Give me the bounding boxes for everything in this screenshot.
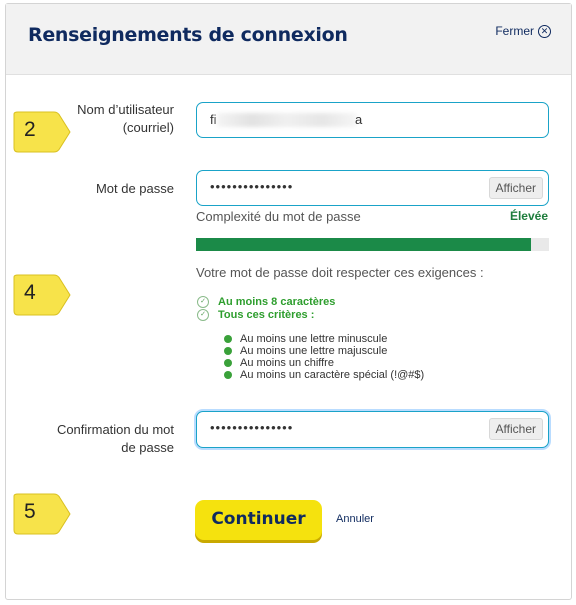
criteria-item [224, 369, 424, 381]
complexity-bar [196, 238, 549, 251]
check-item [197, 309, 314, 321]
callout-shape [10, 110, 72, 154]
check-item [197, 296, 335, 308]
close-icon: ✕ [538, 25, 551, 38]
complexity-label: Complexité du mot de passe [196, 209, 361, 224]
close-button[interactable] [495, 24, 551, 38]
username-label [60, 101, 174, 137]
check-label: Tous ces critères : [218, 309, 315, 321]
password-label: Mot de passe [95, 181, 174, 196]
confirm-label-line2: de passe [121, 440, 174, 455]
continue-button[interactable]: Continuer [195, 500, 322, 540]
confirm-password-label [30, 421, 174, 457]
username-value-start: fi [210, 112, 217, 127]
check-icon: ✓ [197, 296, 209, 308]
criteria-item [224, 345, 387, 357]
confirm-password-value: ••••••••••••••• [210, 420, 294, 435]
bullet-dot-icon [224, 359, 232, 367]
username-label-line1: Nom d’utilisateur [77, 102, 174, 117]
callout-shape [10, 492, 72, 536]
bullet-dot-icon [224, 371, 232, 379]
password-value: ••••••••••••••• [210, 179, 294, 194]
callout-bubble [10, 273, 72, 317]
cancel-link[interactable]: Annuler [336, 513, 374, 525]
callout-bubble [10, 492, 72, 536]
criteria-label: Au moins une lettre majuscule [240, 345, 388, 357]
callout-bubble [10, 110, 72, 154]
callout-shape [10, 273, 72, 317]
confirm-label-line1: Confirmation du mot [56, 422, 174, 437]
password-field[interactable] [196, 170, 549, 206]
bullet-dot-icon [224, 347, 232, 355]
callout-number: 5 [24, 500, 36, 523]
callout-number: 2 [24, 118, 36, 141]
criteria-label: Au moins un chiffre [240, 357, 334, 369]
callout-number: 4 [24, 281, 36, 304]
complexity-level: Élevée [509, 209, 548, 223]
criteria-item [224, 333, 387, 345]
criteria-item [224, 357, 334, 369]
check-label: Au moins 8 caractères [218, 296, 336, 308]
complexity-bar-fill [196, 238, 531, 251]
username-field[interactable] [196, 102, 549, 138]
confirm-password-field[interactable] [196, 411, 549, 448]
username-value-end: a [355, 112, 363, 127]
redacted-text [217, 113, 357, 127]
requirements-title: Votre mot de passe doit respecter ces exigences : [196, 265, 484, 280]
username-label-line2: (courriel) [122, 120, 174, 135]
bullet-dot-icon [224, 335, 232, 343]
show-password-button[interactable]: Afficher [489, 177, 543, 199]
close-label: Fermer [495, 24, 534, 38]
criteria-label: Au moins un caractère spécial (!@#$) [240, 369, 425, 381]
show-confirm-password-button[interactable]: Afficher [489, 418, 543, 440]
check-icon: ✓ [197, 309, 209, 321]
panel-header [6, 4, 571, 75]
criteria-label: Au moins une lettre minuscule [240, 333, 388, 345]
page-title: Renseignements de connexion [28, 24, 348, 46]
